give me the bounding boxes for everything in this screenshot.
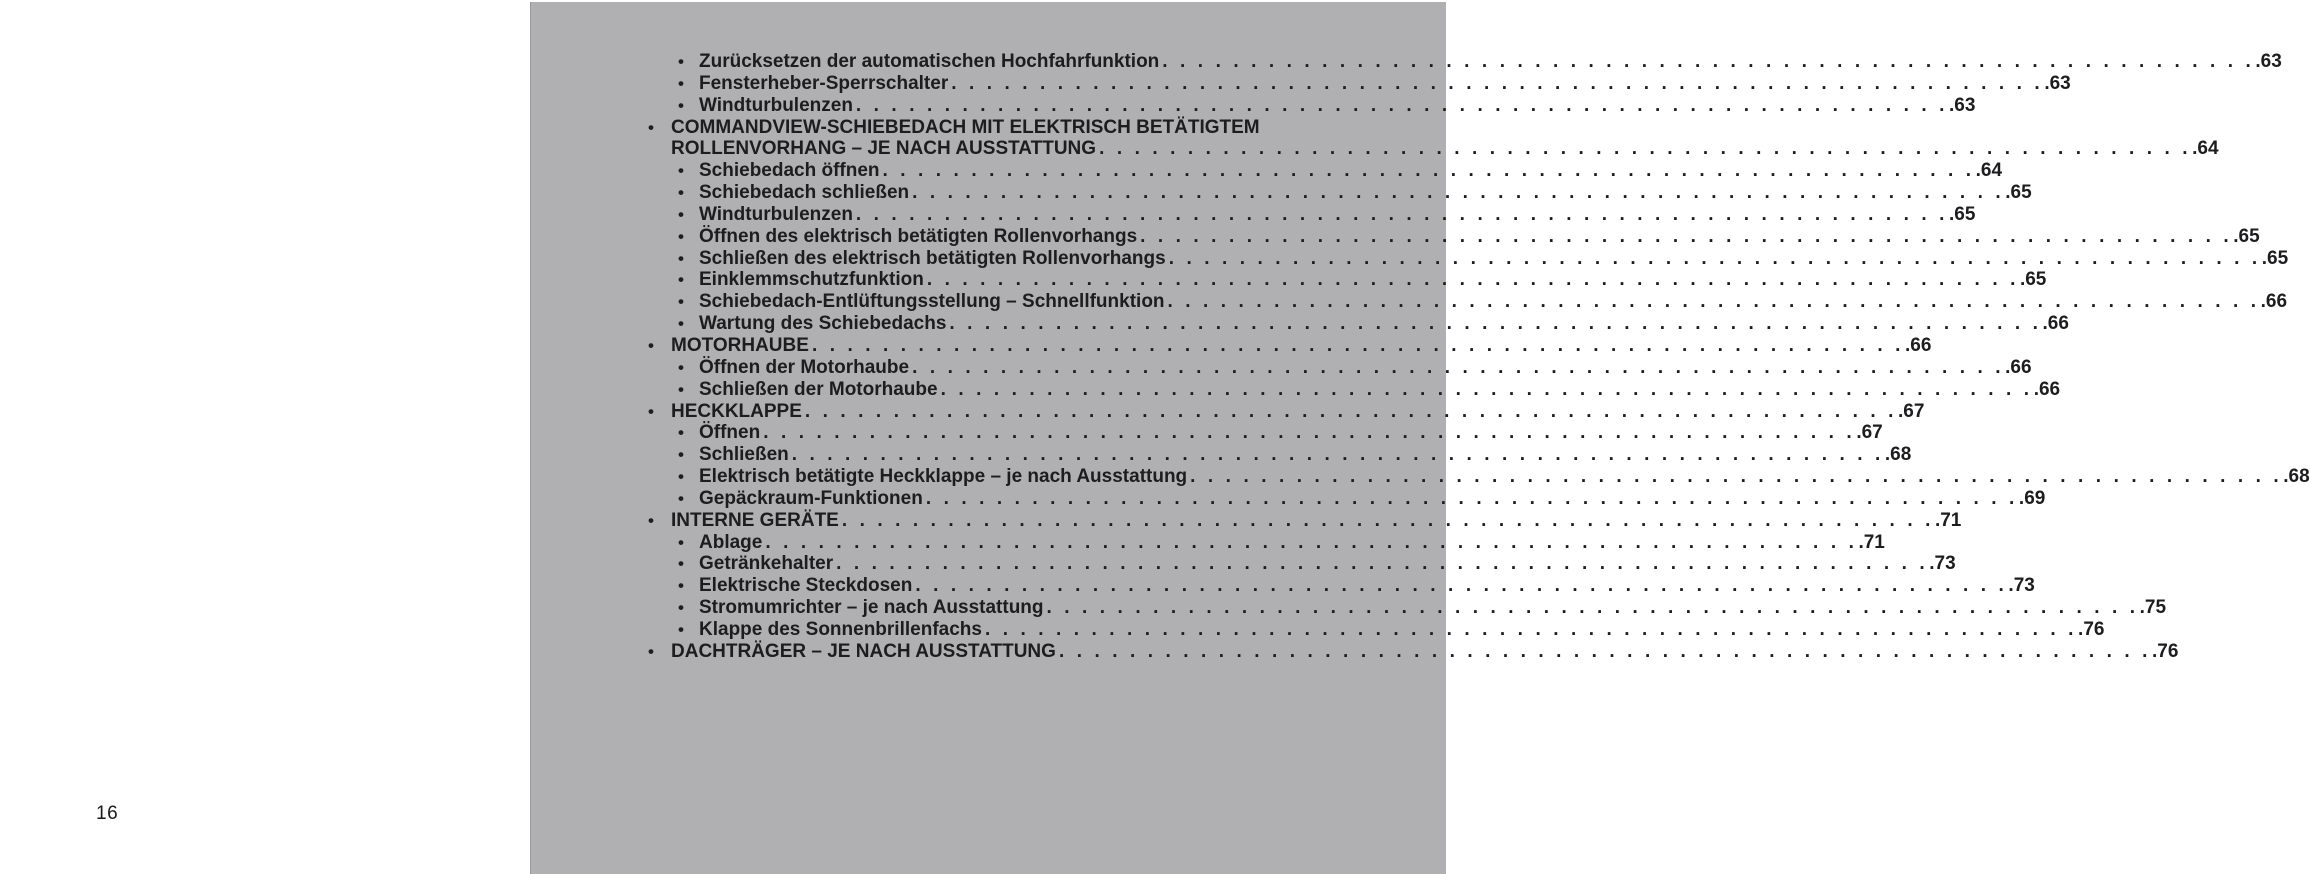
toc-entry-page-number: .73 (2008, 575, 2035, 597)
toc-entry-page-number: .64 (2192, 138, 2219, 160)
dot-leader: . . . . . . . . . . . . . . . . . . . . . . . . . . . . . . . . . . . . . . . . . . . . . . . . . . . . . . . . . . . . . . (940, 378, 2033, 400)
dot-leader: . . . . . . . . . . . . . . . . . . . . . . . . . . . . . . . . . . . . . . . . . . . . . . . . . . . . . . . . . . . . . . (763, 422, 1856, 444)
dot-leader: . . . . . . . . . . . . . . . . . . . . . . . . . . . . . . . . . . . . . . . . . . . . . . . . . . . . . . . . . . . . . . (925, 487, 2018, 509)
toc-entry-title: MOTORHAUBE (671, 334, 809, 356)
bullet-icon: • (678, 576, 684, 596)
bullet-icon: • (678, 598, 684, 618)
bullet-icon: • (648, 117, 654, 137)
bullet-icon: • (678, 204, 684, 224)
toc-entry-title: Schließen der Motorhaube (699, 378, 938, 400)
toc-entry-title: Windturbulenzen (699, 94, 853, 116)
bullet-icon: • (678, 95, 684, 115)
toc-entry-title: Schiebedach schließen (699, 182, 910, 204)
toc-entry-title: Fensterheber-Sperrschalter (699, 72, 949, 94)
dot-leader: . . . . . . . . . . . . . . . . . . . . . . . . . . . . . . . . . . . . . . . . . . . . . . . . . . . . . . . . . . . . . . (1046, 597, 2139, 619)
bullet-icon: • (678, 183, 684, 203)
toc-subsection-entry[interactable] (646, 466, 2310, 488)
toc-entry-page-number: .65 (2261, 247, 2289, 269)
dot-leader: . . . . . . . . . . . . . . . . . . . . . . . . . . . . . . . . . . . . . . . . . . . . . . . . . . . . . . . . . . . . . . (912, 356, 2005, 378)
page-number: 16 (96, 803, 119, 824)
toc-subsection-entry[interactable] (646, 247, 2289, 270)
toc-entry-title: Elektrische Steckdosen (699, 575, 913, 597)
dot-leader: . . . . . . . . . . . . . . . . . . . . . . . . . . . . . . . . . . . . . . . . . . . . . . . . . . . . . . . . . . . . . . (882, 160, 1975, 182)
toc-entry-title: DACHTRÄGER – JE NACH AUSSTATTUNG (671, 640, 1056, 662)
toc-entry-page-number: .66 (2005, 356, 2032, 378)
toc-subsection-entry[interactable] (646, 531, 1885, 554)
toc-entry-title: Wartung des Schiebedachs (699, 313, 947, 335)
table-of-contents (646, 51, 2310, 663)
dot-leader: . . . . . . . . . . . . . . . . . . . . . . . . . . . . . . . . . . . . . . . . . . . . . . . . . . . . . . . . . . . . . . (1140, 225, 2233, 247)
toc-entry-title: Ablage (699, 531, 763, 553)
toc-subsection-entry[interactable] (646, 422, 1883, 444)
toc-entry-page-number: .69 (2018, 487, 2046, 509)
bullet-icon: • (678, 73, 684, 93)
dot-leader: . . . . . . . . . . . . . . . . . . . . . . . . . . . . . . . . . . . . . . . . . . . . . . . . . . . . . . . . . . . . . . (1167, 291, 2260, 313)
toc-entry-page-number: .76 (2152, 640, 2179, 662)
bullet-icon: • (648, 335, 654, 355)
toc-entry-page-number: .64 (1975, 160, 2003, 182)
toc-entry-title: Schiebedach öffnen (699, 160, 880, 182)
toc-subsection-entry[interactable] (646, 160, 2003, 182)
dot-leader: . . . . . . . . . . . . . . . . . . . . . . . . . . . . . . . . . . . . . . . . . . . . . . . . . . . . . . . . . . . . . . (855, 94, 1949, 116)
bullet-icon: • (678, 248, 684, 268)
toc-entry-title: Schiebedach-Entlüftungsstellung – Schnellfunktion (699, 291, 1165, 313)
dot-leader: . . . . . . . . . . . . . . . . . . . . . . . . . . . . . . . . . . . . . . . . . . . . . . . . . . . . . . . . . . . . . . (811, 334, 1905, 356)
toc-entry-page-number: .76 (2078, 618, 2105, 640)
toc-entry-page-number: .65 (1949, 203, 1976, 225)
toc-subsection-entry[interactable] (646, 203, 1976, 226)
toc-entry-title: Zurücksetzen der automatischen Hochfahrfunktion (699, 51, 1160, 72)
bullet-icon: • (678, 292, 684, 312)
toc-subsection-entry[interactable] (646, 51, 2282, 73)
dot-leader: . . . . . . . . . . . . . . . . . . . . . . . . . . . . . . . . . . . . . . . . . . . . . . . . . . . . . . . . . . . . . . (804, 400, 1897, 422)
toc-entry-title: Öffnen der Motorhaube (699, 356, 910, 378)
toc-subsection-entry[interactable] (646, 356, 2032, 379)
toc-entry-page-number: .63 (2044, 72, 2071, 94)
toc-entry-page-number: .66 (2033, 378, 2061, 400)
toc-entry-title: COMMANDVIEW-SCHIEBEDACH MIT ELEKTRISCH BETÄTIGTEM (671, 116, 1260, 138)
dot-leader: . . . . . . . . . . . . . . . . . . . . . . . . . . . . . . . . . . . . . . . . . . . . . . . . . . . . . . . . . . . . . . (912, 182, 2005, 204)
toc-entry-page-number: .66 (1905, 334, 1932, 356)
bullet-icon: • (678, 488, 684, 508)
toc-entry-title: Getränkehalter (699, 553, 834, 575)
toc-subsection-entry[interactable] (646, 618, 2105, 641)
toc-entry-title: Gepäckraum-Funktionen (699, 487, 923, 509)
bullet-icon: • (648, 510, 654, 530)
dot-leader: . . . . . . . . . . . . . . . . . . . . . . . . . . . . . . . . . . . . . . . . . . . . . . . . . . . . . . . . . . . . . . (791, 444, 1884, 466)
dot-leader: . . . . . . . . . . . . . . . . . . . . . . . . . . . . . . . . . . . . . . . . . . . . . . . . . . . . . . . . . . . . . . (1190, 466, 2283, 488)
toc-entry-title: Elektrisch betätigte Heckklappe – je nach Ausstattung (699, 466, 1188, 488)
toc-entry-page-number: .63 (2255, 51, 2282, 72)
bullet-icon: • (678, 52, 684, 71)
toc-subsection-entry[interactable] (646, 269, 2047, 291)
toc-entry-title: ROLLENVORHANG – JE NACH AUSSTATTUNG (671, 138, 1097, 160)
toc-entry-title: Öffnen des elektrisch betätigten Rollenvorhangs (699, 225, 1138, 247)
bullet-icon: • (678, 423, 684, 443)
toc-section-entry[interactable] (646, 117, 1348, 139)
toc-entry-page-number: .65 (2019, 269, 2047, 291)
toc-entry-page-number: .63 (1949, 94, 1976, 116)
toc-subsection-entry[interactable] (646, 94, 1976, 117)
bullet-icon: • (648, 641, 654, 661)
toc-entry-page-number: .68 (1884, 444, 1912, 466)
bullet-icon: • (678, 532, 684, 552)
toc-entry-title: Schließen des elektrisch betätigten Rollenvorhangs (699, 247, 1166, 269)
dot-leader: . . . . . . . . . . . . . . . . . . . . . . . . . . . . . . . . . . . . . . . . . . . . . . . . . . . . . . . . . . . . . . (984, 618, 2078, 640)
toc-entry-page-number: .66 (2260, 291, 2288, 313)
bullet-icon: • (678, 467, 684, 487)
toc-entry-page-number: .65 (2233, 225, 2260, 247)
toc-entry-title: Stromumrichter – je nach Ausstattung (699, 597, 1044, 619)
toc-section-entry[interactable] (646, 334, 1932, 357)
bullet-icon: • (678, 314, 684, 334)
bullet-icon: • (678, 161, 684, 181)
toc-entry-title: Klappe des Sonnenbrillenfachs (699, 618, 982, 640)
bullet-icon: • (678, 226, 684, 246)
dot-leader: . . . . . . . . . . . . . . . . . . . . . . . . . . . . . . . . . . . . . . . . . . . . . . . . . . . . . . . . . . . . . . (915, 575, 2008, 597)
dot-leader: . . . . . . . . . . . . . . . . . . . . . . . . . . . . . . . . . . . . . . . . . . . . . . . . . . . . . . . . . . . . . . (949, 313, 2042, 335)
toc-entry-title: Einklemmschutzfunktion (699, 269, 924, 291)
toc-subsection-entry[interactable] (646, 291, 2288, 313)
toc-entry-title: Öffnen (699, 422, 761, 444)
toc-entry-page-number: .71 (1934, 509, 1962, 531)
dot-leader: . . . . . . . . . . . . . . . . . . . . . . . . . . . . . . . . . . . . . . . . . . . . . . . . . . . . . . . . . . . . . . (1099, 138, 2192, 160)
toc-entry-page-number: .68 (2283, 466, 2310, 488)
dot-leader: . . . . . . . . . . . . . . . . . . . . . . . . . . . . . . . . . . . . . . . . . . . . . . . . . . . . . . . . . . . . . . (765, 531, 1858, 553)
toc-section-entry-continuation[interactable] (646, 138, 2219, 160)
dot-leader: . . . . . . . . . . . . . . . . . . . . . . . . . . . . . . . . . . . . . . . . . . . . . . . . . . . . . . . . . . . . . . (836, 553, 1929, 575)
toc-section-entry[interactable] (646, 509, 1962, 532)
bullet-icon: • (678, 357, 684, 377)
dot-leader: . . . . . . . . . . . . . . . . . . . . . . . . . . . . . . . . . . . . . . . . . . . . . . . . . . . . . . . . . . . . . . (926, 269, 2019, 291)
toc-entry-page-number: .73 (1929, 553, 1956, 575)
toc-section-entry[interactable] (646, 640, 2179, 663)
toc-subsection-entry[interactable] (646, 182, 2032, 204)
toc-subsection-entry[interactable] (646, 575, 2035, 597)
toc-entry-page-number: .75 (2139, 597, 2167, 619)
toc-subsection-entry[interactable] (646, 72, 2071, 95)
toc-entry-page-number: .66 (2042, 313, 2069, 335)
toc-subsection-entry[interactable] (646, 378, 2061, 401)
bullet-icon: • (678, 270, 684, 290)
dot-leader: . . . . . . . . . . . . . . . . . . . . . . . . . . . . . . . . . . . . . . . . . . . . . . . . . . . . . . . . . . . . . . (855, 203, 1949, 225)
bullet-icon: • (678, 445, 684, 465)
toc-entry-title: INTERNE GERÄTE (671, 509, 839, 531)
bullet-icon: • (648, 401, 654, 421)
toc-subsection-entry[interactable] (646, 553, 1956, 575)
dot-leader: . . . . . . . . . . . . . . . . . . . . . . . . . . . . . . . . . . . . . . . . . . . . . . . . . . . . . . . . . . . . . . (841, 509, 1934, 531)
toc-entry-title: Schließen (699, 444, 789, 466)
toc-subsection-entry[interactable] (646, 487, 2046, 510)
toc-subsection-entry[interactable] (646, 313, 2069, 335)
bullet-icon: • (678, 554, 684, 574)
bullet-icon: • (678, 379, 684, 399)
toc-entry-page-number: .71 (1858, 531, 1885, 553)
toc-section-entry[interactable] (646, 400, 1925, 423)
toc-subsection-entry[interactable] (646, 444, 1912, 466)
toc-entry-title: Windturbulenzen (699, 203, 853, 225)
toc-entry-page-number: .67 (1856, 422, 1883, 444)
toc-subsection-entry[interactable] (646, 225, 2260, 248)
toc-entry-page-number: .65 (2005, 182, 2032, 204)
dot-leader: . . . . . . . . . . . . . . . . . . . . . . . . . . . . . . . . . . . . . . . . . . . . . . . . . . . . . . . . . . . . . . (951, 72, 2044, 94)
toc-subsection-entry[interactable] (646, 597, 2167, 619)
bullet-icon: • (678, 619, 684, 639)
dot-leader: . . . . . . . . . . . . . . . . . . . . . . . . . . . . . . . . . . . . . . . . . . . . . . . . . . . . . . . . . . . . . . (1162, 51, 2255, 72)
toc-entry-page-number: .67 (1898, 400, 1925, 422)
toc-entry-title: HECKKLAPPE (671, 400, 802, 422)
dot-leader: . . . . . . . . . . . . . . . . . . . . . . . . . . . . . . . . . . . . . . . . . . . . . . . . . . . . . . . . . . . . . . (1168, 247, 2261, 269)
dot-leader: . . . . . . . . . . . . . . . . . . . . . . . . . . . . . . . . . . . . . . . . . . . . . . . . . . . . . . . . . . . . . . (1058, 640, 2152, 662)
